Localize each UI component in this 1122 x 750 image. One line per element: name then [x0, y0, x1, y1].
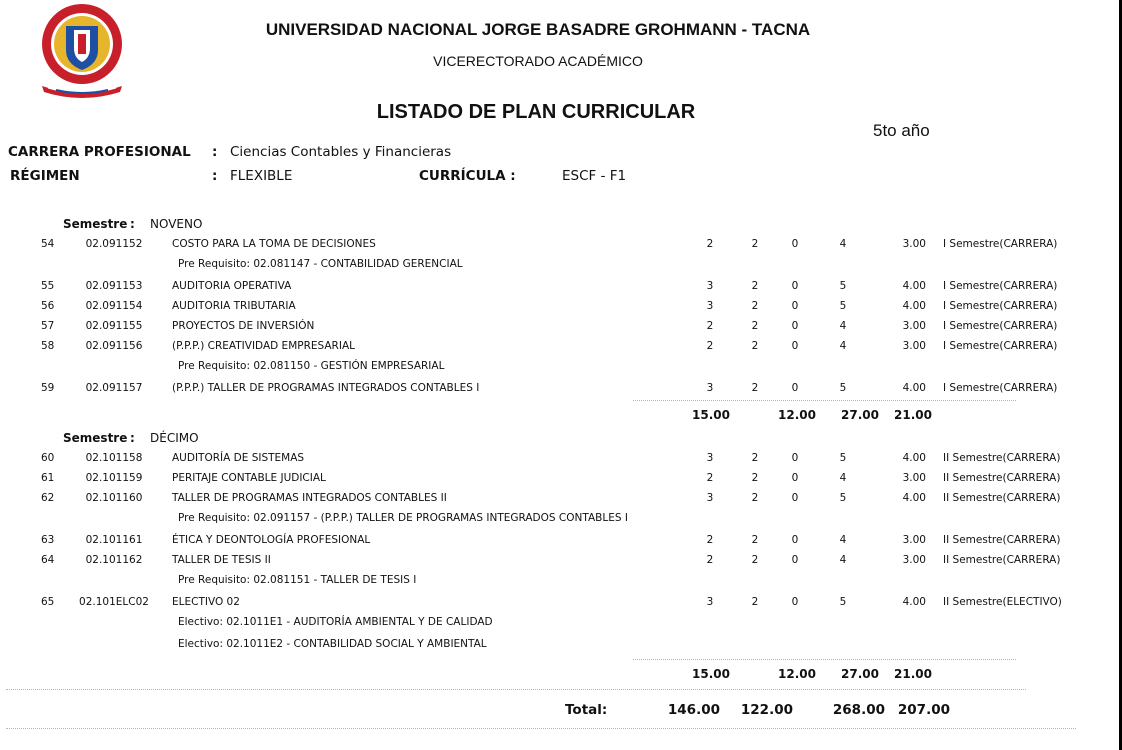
total-hours: 5 [839, 382, 847, 394]
course-name: COSTO PARA LA TOMA DE DECISIONES [172, 238, 376, 250]
subtotal-value: 12.00 [778, 667, 816, 681]
credits: 3.00 [902, 534, 926, 546]
lab-hours: 0 [791, 320, 799, 332]
row-number: 56 [41, 300, 55, 312]
credits: 3.00 [902, 238, 926, 250]
course-code: 02.091153 [85, 280, 143, 292]
regimen-value: FLEXIBLE [230, 168, 293, 184]
practice-hours: 2 [751, 554, 759, 566]
semester-colon: : [130, 431, 135, 445]
course-code: 02.101162 [85, 554, 143, 566]
semester-type: I Semestre(CARRERA) [943, 382, 1058, 394]
row-number: 63 [41, 534, 55, 546]
course-name: PERITAJE CONTABLE JUDICIAL [172, 472, 326, 484]
course-name: AUDITORÍA DE SISTEMAS [172, 452, 305, 464]
credits: 3.00 [902, 340, 926, 352]
credits: 4.00 [902, 300, 926, 312]
lab-hours: 0 [791, 472, 799, 484]
grand-total-value: 268.00 [832, 702, 885, 718]
theory-hours: 3 [706, 280, 714, 292]
regimen-label: RÉGIMEN [10, 168, 80, 184]
total-hours: 5 [839, 452, 847, 464]
row-number: 60 [41, 452, 55, 464]
semester-type: II Semestre(CARRERA) [943, 554, 1061, 566]
row-number: 62 [41, 492, 55, 504]
course-code: 02.091156 [85, 340, 143, 352]
course-name: ELECTIVO 02 [172, 596, 240, 608]
row-number: 58 [41, 340, 55, 352]
theory-hours: 2 [706, 554, 714, 566]
theory-hours: 2 [706, 340, 714, 352]
year-label: 5to año [873, 121, 930, 140]
lab-hours: 0 [791, 452, 799, 464]
practice-hours: 2 [751, 596, 759, 608]
semester-type: I Semestre(CARRERA) [943, 238, 1058, 250]
grand-total-label: Total: [565, 702, 608, 718]
course-code: 02.101160 [85, 492, 143, 504]
total-hours: 4 [839, 534, 847, 546]
credits: 4.00 [902, 280, 926, 292]
lab-hours: 0 [791, 596, 799, 608]
subtotal-value: 15.00 [692, 408, 730, 422]
semester-colon: : [130, 217, 135, 231]
total-hours: 5 [839, 596, 847, 608]
semester-type: II Semestre(CARRERA) [943, 452, 1061, 464]
semester-type: II Semestre(CARRERA) [943, 534, 1061, 546]
row-number: 61 [41, 472, 55, 484]
credits: 4.00 [902, 382, 926, 394]
subtotal-separator [633, 659, 1016, 660]
theory-hours: 3 [706, 596, 714, 608]
theory-hours: 2 [706, 238, 714, 250]
row-number: 57 [41, 320, 55, 332]
total-hours: 5 [839, 280, 847, 292]
practice-hours: 2 [751, 320, 759, 332]
subtotal-value: 21.00 [894, 408, 932, 422]
course-note: Pre Requisito: 02.081150 - GESTIÓN EMPRESARIAL [178, 360, 445, 372]
lab-hours: 0 [791, 382, 799, 394]
row-number: 55 [41, 280, 55, 292]
grand-total-value: 146.00 [667, 702, 720, 718]
practice-hours: 2 [751, 452, 759, 464]
course-name: ÉTICA Y DEONTOLOGÍA PROFESIONAL [172, 534, 371, 546]
curricula-label: CURRÍCULA : [419, 168, 516, 184]
course-code: 02.101159 [85, 472, 143, 484]
lab-hours: 0 [791, 300, 799, 312]
semester-type: II Semestre(ELECTIVO) [943, 596, 1062, 608]
course-name: TALLER DE TESIS II [172, 554, 271, 566]
lab-hours: 0 [791, 238, 799, 250]
semester-type: I Semestre(CARRERA) [943, 340, 1058, 352]
practice-hours: 2 [751, 238, 759, 250]
semester-label: Semestre [63, 431, 128, 445]
lab-hours: 0 [791, 554, 799, 566]
course-note: Pre Requisito: 02.081151 - TALLER DE TESIS I [178, 574, 417, 586]
total-hours: 4 [839, 554, 847, 566]
credits: 3.00 [902, 472, 926, 484]
course-name: (P.P.P.) CREATIVIDAD EMPRESARIAL [172, 340, 355, 352]
regimen-colon: : [212, 168, 218, 184]
course-name: (P.P.P.) TALLER DE PROGRAMAS INTEGRADOS CONTABLES I [172, 382, 480, 394]
course-name: AUDITORIA OPERATIVA [172, 280, 292, 292]
course-code: 02.091152 [85, 238, 143, 250]
credits: 4.00 [902, 492, 926, 504]
carrera-colon: : [212, 144, 218, 160]
row-number: 64 [41, 554, 55, 566]
semester-name: NOVENO [150, 217, 203, 231]
curricula-value: ESCF - F1 [562, 168, 627, 184]
grand-total-value: 207.00 [897, 702, 950, 718]
course-note: Pre Requisito: 02.091157 - (P.P.P.) TALLER DE PROGRAMAS INTEGRADOS CONTABLES I [178, 512, 628, 524]
semester-label: Semestre [63, 217, 128, 231]
practice-hours: 2 [751, 340, 759, 352]
practice-hours: 2 [751, 492, 759, 504]
subtotal-value: 21.00 [894, 667, 932, 681]
theory-hours: 3 [706, 452, 714, 464]
bottom-separator [6, 728, 1076, 729]
theory-hours: 2 [706, 472, 714, 484]
subtotal-value: 12.00 [778, 408, 816, 422]
university-name: UNIVERSIDAD NACIONAL JORGE BASADRE GROHMANN - TACNA [265, 20, 811, 39]
total-hours: 5 [839, 300, 847, 312]
practice-hours: 2 [751, 534, 759, 546]
practice-hours: 2 [751, 300, 759, 312]
course-name: TALLER DE PROGRAMAS INTEGRADOS CONTABLES II [172, 492, 447, 504]
course-note: Pre Requisito: 02.081147 - CONTABILIDAD GERENCIAL [178, 258, 463, 270]
vicerrectorado-label: VICERECTORADO ACADÉMICO [433, 53, 643, 69]
lab-hours: 0 [791, 340, 799, 352]
semester-type: II Semestre(CARRERA) [943, 492, 1061, 504]
carrera-label: CARRERA PROFESIONAL [8, 144, 191, 160]
course-name: AUDITORIA TRIBUTARIA [172, 300, 296, 312]
semester-name: DÉCIMO [150, 431, 199, 445]
theory-hours: 2 [706, 534, 714, 546]
course-code: 02.091154 [85, 300, 143, 312]
semester-type: I Semestre(CARRERA) [943, 280, 1058, 292]
credits: 4.00 [902, 452, 926, 464]
course-note: Electivo: 02.1011E1 - AUDITORÍA AMBIENTAL Y DE CALIDAD [178, 616, 493, 628]
grand-total-value: 122.00 [740, 702, 793, 718]
course-note: Electivo: 02.1011E2 - CONTABILIDAD SOCIAL Y AMBIENTAL [178, 638, 487, 650]
subtotal-separator [633, 400, 1016, 401]
subtotal-value: 27.00 [841, 408, 879, 422]
lab-hours: 0 [791, 492, 799, 504]
university-logo [34, 2, 130, 98]
row-number: 65 [41, 596, 55, 608]
credits: 3.00 [902, 320, 926, 332]
grand-total-separator [6, 689, 1026, 690]
document-title: LISTADO DE PLAN CURRICULAR [376, 101, 696, 123]
course-code: 02.101161 [85, 534, 143, 546]
practice-hours: 2 [751, 280, 759, 292]
theory-hours: 2 [706, 320, 714, 332]
course-name: PROYECTOS DE INVERSIÓN [172, 320, 315, 332]
credits: 4.00 [902, 596, 926, 608]
practice-hours: 2 [751, 382, 759, 394]
row-number: 59 [41, 382, 55, 394]
total-hours: 5 [839, 492, 847, 504]
semester-type: I Semestre(CARRERA) [943, 300, 1058, 312]
total-hours: 4 [839, 320, 847, 332]
course-code: 02.091155 [85, 320, 143, 332]
course-code: 02.091157 [85, 382, 143, 394]
semester-type: II Semestre(CARRERA) [943, 472, 1061, 484]
theory-hours: 3 [706, 300, 714, 312]
total-hours: 4 [839, 340, 847, 352]
subtotal-value: 15.00 [692, 667, 730, 681]
carrera-value: Ciencias Contables y Financieras [230, 144, 452, 160]
total-hours: 4 [839, 238, 847, 250]
course-code: 02.101ELC02 [79, 596, 149, 608]
course-code: 02.101158 [85, 452, 143, 464]
semester-type: I Semestre(CARRERA) [943, 320, 1058, 332]
theory-hours: 3 [706, 492, 714, 504]
theory-hours: 3 [706, 382, 714, 394]
total-hours: 4 [839, 472, 847, 484]
row-number: 54 [41, 238, 55, 250]
practice-hours: 2 [751, 472, 759, 484]
credits: 3.00 [902, 554, 926, 566]
lab-hours: 0 [791, 280, 799, 292]
subtotal-value: 27.00 [841, 667, 879, 681]
lab-hours: 0 [791, 534, 799, 546]
